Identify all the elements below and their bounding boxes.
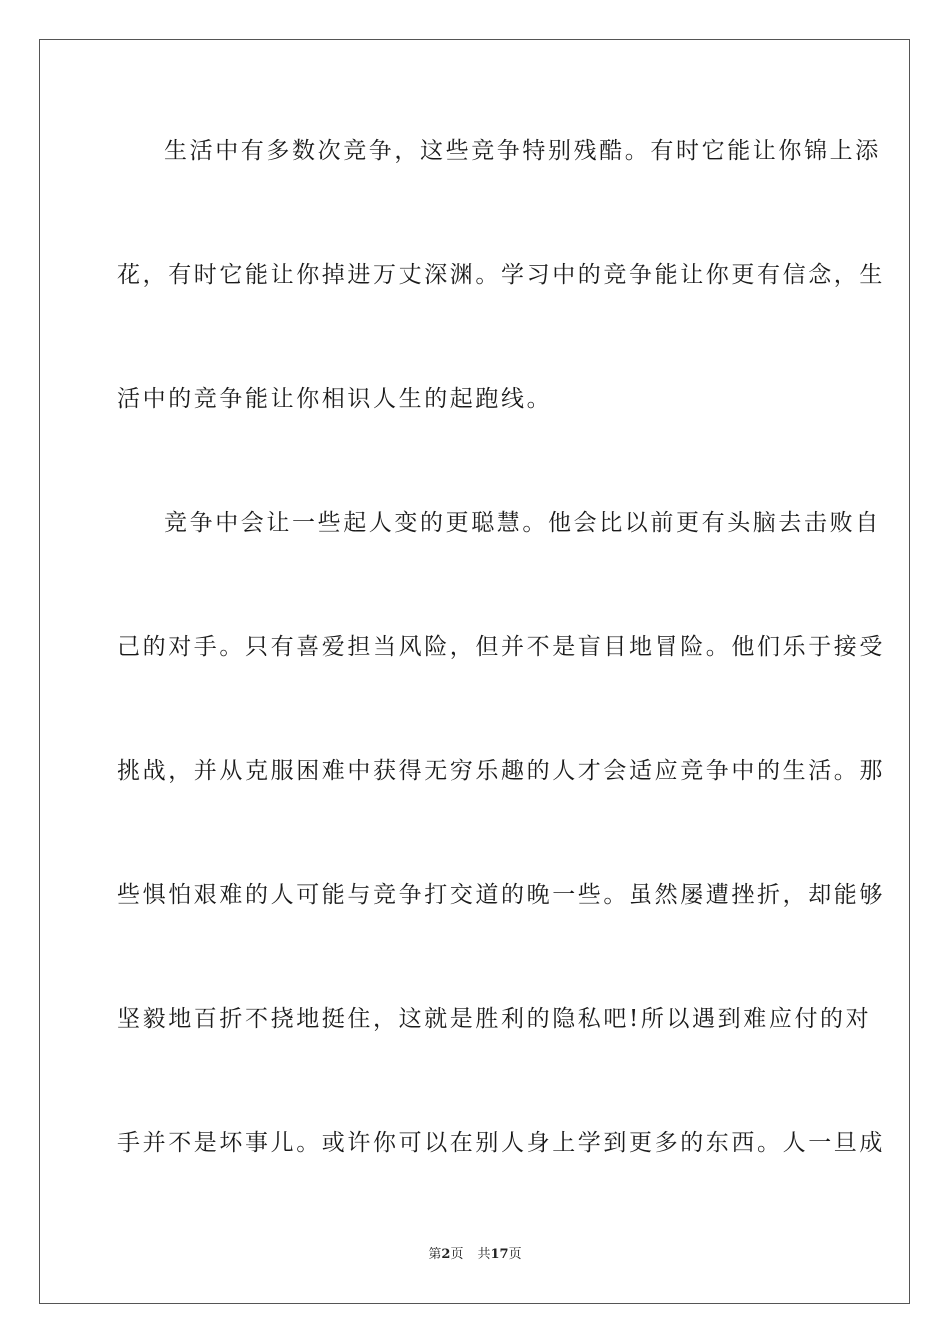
total-suffix: 页 xyxy=(508,1247,522,1262)
paragraph-2-line-5: 坚毅地百折不挠地挺住，这就是胜利的隐私吧!所以遇到难应付的对 xyxy=(117,1006,872,1032)
paragraph-2-line-2: 己的对手。只有喜爱担当风险，但并不是盲目地冒险。他们乐于接受 xyxy=(117,634,885,660)
page-number: 2 xyxy=(441,1247,451,1262)
paragraph-2-line-4: 些惧怕艰难的人可能与竞争打交道的晚一些。虽然屡遭挫折，却能够 xyxy=(117,882,885,908)
page-suffix: 页 xyxy=(450,1247,464,1262)
page-footer xyxy=(0,1246,950,1264)
paragraph-1-line-3: 活中的竞争能让你相识人生的起跑线。 xyxy=(117,386,553,412)
page-prefix: 第 xyxy=(428,1247,442,1262)
paragraph-2-line-1: 竞争中会让一些起人变的更聪慧。他会比以前更有头脑去击败自 xyxy=(164,510,881,536)
paragraph-2-line-6: 手并不是坏事儿。或许你可以在别人身上学到更多的东西。人一旦成 xyxy=(117,1130,885,1156)
total-pages: 17 xyxy=(490,1247,509,1262)
paragraph-2-line-3: 挑战，并从克服困难中获得无穷乐趣的人才会适应竞争中的生活。那 xyxy=(117,758,885,784)
total-prefix: 共 xyxy=(477,1247,491,1262)
paragraph-1-line-2: 花，有时它能让你掉进万丈深渊。学习中的竞争能让你更有信念，生 xyxy=(117,262,885,288)
paragraph-1-line-1: 生活中有多数次竞争，这些竞争特别残酷。有时它能让你锦上添 xyxy=(164,138,881,164)
page-border xyxy=(39,39,910,1304)
